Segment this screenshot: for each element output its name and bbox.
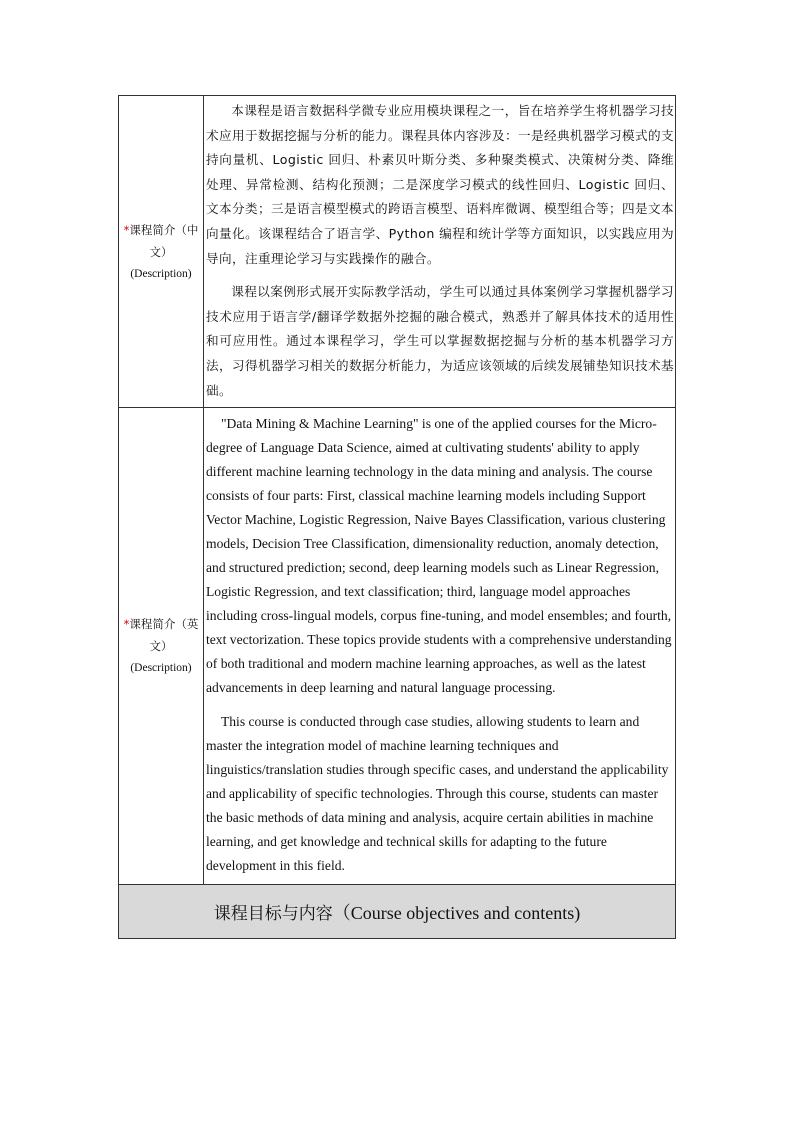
section-header-row bbox=[119, 885, 676, 939]
section-header-en: （Course objectives and contents) bbox=[332, 902, 581, 923]
description-zh-row bbox=[119, 96, 676, 408]
paragraph: 课程以案例形式展开实际教学活动，学生可以通过具体案例学习掌握机器学习技术应用于语言学/翻译学数据外挖掘的融合模式，熟悉并了解具体技术的适用性和可应用性。通过本课程学习，学生可以掌握数据挖掘与分析的基本机器学习方法，习得机器学习相关的数据分析能力，为适应该领域的后续发展铺垫知识技术基础。 bbox=[206, 284, 674, 398]
paragraph: "Data Mining & Machine Learning" is one of the applied courses for the Micro-degree of Language Data Science, aimed at cultivating students' ability to apply different machine learning technology in the data mining and analysis. The course consists of four parts: First, classical machine learning models including Support Vector Machine, Logistic Regression, Naive Bayes Classification, various clustering models, Decision Tree Classification, dimensionality reduction, anomaly detection, and structured prediction; second, deep learning models such as Linear Regression, Logistic Regression, and text classification; third, language model approaches including cross-lingual models, corpus fine-tuning, and model ensembles; and fourth, text vectorization. These topics provide students with a comprehensive understanding of both traditional and modern machine learning approaches, as well as the latest advancements in deep learning and natural language processing. bbox=[206, 416, 672, 696]
label-text: 课程简介（中 bbox=[129, 222, 199, 237]
course-info-table bbox=[118, 95, 676, 939]
label-en: (Description) bbox=[130, 267, 192, 280]
label-text: 课程简介（英 bbox=[129, 617, 199, 632]
description-zh-label bbox=[119, 96, 204, 407]
label-line-2: 文） bbox=[149, 244, 173, 259]
description-en-content bbox=[204, 408, 676, 884]
label-en: (Description) bbox=[130, 662, 192, 675]
required-mark: * bbox=[123, 617, 130, 632]
required-mark: * bbox=[123, 222, 130, 237]
label-line bbox=[124, 613, 199, 635]
paragraph: 本课程是语言数据科学微专业应用模块课程之一，旨在培养学生将机器学习技术应用于数据挖掘与分析的能力。课程具体内容涉及：一是经典机器学习模式的支持向量机、Logistic 回归、朴素贝叶斯分类、多种聚类模式、决策树分类、降维处理、异常检测、结构化预测；二是深度学习模式的线性回归、Logistic 回归、文本分类；三是语言模型模式的跨语言模型、语料库微调、模型组合等；四是文本向量化。该课程结合了语言学、Python 编程和统计学等方面知识，以实践应用为导向，注重理论学习与实践操作的融合。 bbox=[206, 103, 674, 266]
description-en-row bbox=[119, 408, 676, 885]
paragraph: This course is conducted through case studies, allowing students to learn and master the integration model of machine learning techniques and linguistics/translation studies through specific cases, and understand the applicability and applicability of specific technologies. Through this course, students can master the basic methods of data mining and analysis, acquire certain abilities in machine learning, and get knowledge and technical skills for adapting to the future development in this field. bbox=[206, 714, 669, 874]
section-header-zh: 课程目标与内容 bbox=[213, 904, 333, 925]
section-header bbox=[119, 885, 676, 938]
label-line bbox=[124, 219, 199, 241]
description-en-label bbox=[119, 408, 204, 884]
description-zh-content bbox=[204, 96, 676, 407]
label-line-2: 文） bbox=[149, 639, 173, 654]
